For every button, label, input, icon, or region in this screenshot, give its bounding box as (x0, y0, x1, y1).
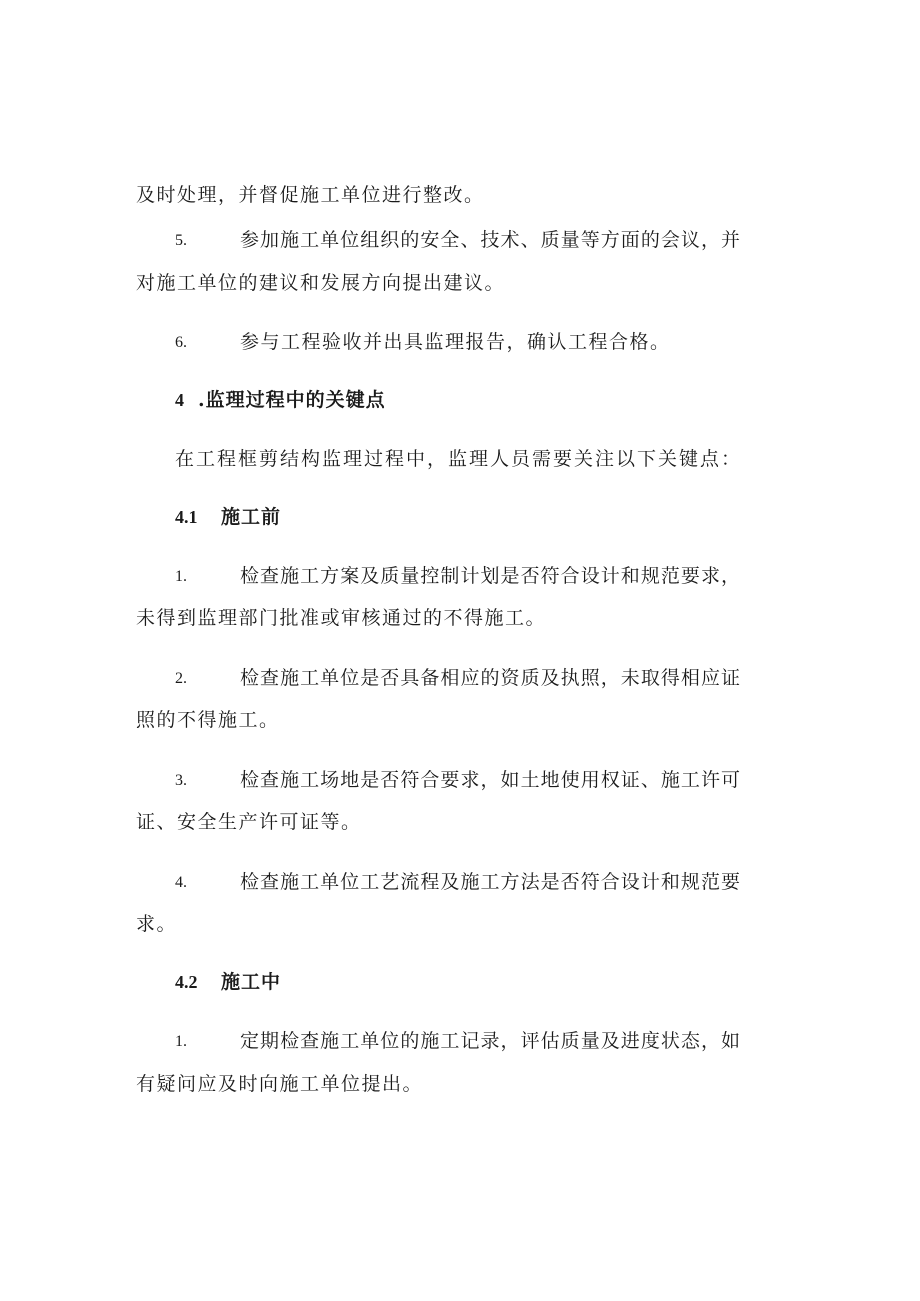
section-heading: .监理过程中的关键点 (198, 389, 386, 411)
subsection-heading: 施工中 (221, 971, 282, 993)
list-number: 2. (175, 670, 187, 687)
list-number: 4. (175, 874, 187, 891)
list-item-continuation: 有疑问应及时向施工单位提出。 (136, 1073, 424, 1095)
subsection-number: 4.1 (175, 507, 198, 527)
subsection-number: 4.2 (175, 972, 198, 992)
list-item-continuation: 对施工单位的建议和发展方向提出建议。 (136, 272, 506, 294)
list-number: 6. (175, 334, 187, 351)
list-number: 5. (175, 232, 187, 249)
list-number: 1. (175, 1033, 187, 1050)
subsection-heading: 施工前 (221, 506, 282, 528)
list-item-continuation: 求。 (136, 913, 178, 935)
list-item-text: 检查施工单位工艺流程及施工方法是否符合设计和规范要 (240, 871, 740, 893)
list-item-text: 检查施工场地是否符合要求，如土地使用权证、施工许可 (240, 769, 740, 791)
list-item-text: 定期检查施工单位的施工记录，评估质量及进度状态，如 (240, 1030, 740, 1052)
section-number: 4 (175, 390, 184, 410)
list-number: 3. (175, 772, 187, 789)
list-number: 1. (175, 568, 187, 585)
list-item-text: 检查施工单位是否具备相应的资质及执照，未取得相应证 (240, 667, 740, 689)
list-item-text: 检查施工方案及质量控制计划是否符合设计和规范要求， (240, 565, 740, 587)
list-item-text: 参加施工单位组织的安全、技术、质量等方面的会议，并 (240, 229, 740, 251)
list-item-continuation: 未得到监理部门批准或审核通过的不得施工。 (136, 607, 547, 629)
list-item-text: 参与工程验收并出具监理报告，确认工程合格。 (240, 331, 671, 353)
list-item-continuation: 照的不得施工。 (136, 709, 280, 731)
paragraph-line: 在工程框剪结构监理过程中，监理人员需要关注以下关键点： (175, 448, 740, 470)
list-item-continuation: 证、安全生产许可证等。 (136, 811, 362, 833)
paragraph-line: 及时处理，并督促施工单位进行整改。 (136, 184, 485, 206)
